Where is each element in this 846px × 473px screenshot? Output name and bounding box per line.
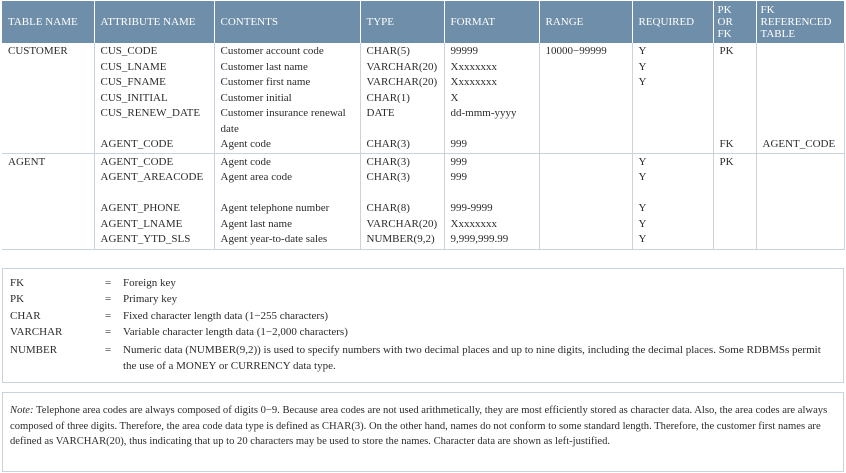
- legend-definition: Numeric data (NUMBER(9,2)) is used to specify numbers with two decimal places and up to nine digits, including the decimal places. Some RDBMSs permit the use of a MONEY or CURRENCY data type.: [123, 344, 821, 372]
- legend-equals: =: [105, 344, 112, 356]
- legend-equals: =: [105, 277, 112, 289]
- col-header-table-name: TABLE NAME: [2, 1, 94, 43]
- legend-term: CHAR: [10, 310, 41, 322]
- required-cell: Y Y Y: [632, 43, 713, 153]
- attribute-cell: CUS_CODE CUS_LNAME CUS_FNAME CUS_INITIAL CUS_RENEW_DATE AGENT_CODE: [94, 43, 214, 153]
- contents-cell: Agent code Agent area code Agent telephone number Agent last name Agent year-to-date sales: [214, 153, 360, 249]
- legend-definition: Fixed character length data (1−255 characters): [123, 310, 329, 322]
- type-cell: CHAR(5) VARCHAR(20) VARCHAR(20) CHAR(1) DATE CHAR(3): [360, 43, 444, 153]
- legend-definition: Foreign key: [123, 277, 176, 289]
- legend-equals: =: [105, 326, 112, 338]
- table-name-cell: CUSTOMER: [2, 43, 94, 153]
- type-cell: CHAR(3) CHAR(3) CHAR(8) VARCHAR(20) NUMBER(9,2): [360, 153, 444, 249]
- format-cell: 99999 Xxxxxxxx Xxxxxxxx X dd-mmm-yyyy 999: [444, 43, 539, 153]
- col-header-format: FORMAT: [444, 1, 539, 43]
- col-header-fk-referenced-table: FK REFERENCED TABLE: [756, 1, 844, 43]
- format-cell: 999 999 999-9999 Xxxxxxxx 9,999,999.99: [444, 153, 539, 249]
- range-cell: 10000−99999: [539, 43, 632, 153]
- col-header-pk-or-fk: PK OR FK: [713, 1, 756, 43]
- legend-definition: Primary key: [123, 293, 178, 305]
- attribute-cell: AGENT_CODE AGENT_AREACODE AGENT_PHONE AGENT_LNAME AGENT_YTD_SLS: [94, 153, 214, 249]
- legend-term: VARCHAR: [10, 326, 63, 338]
- table-name-cell: AGENT: [2, 153, 94, 249]
- note-box: [2, 392, 844, 472]
- abbreviation-legend: [2, 268, 844, 383]
- col-header-attribute-name: ATTRIBUTE NAME: [94, 1, 214, 43]
- fk-referenced-cell: AGENT_CODE: [756, 43, 844, 153]
- table-group-customer: [2, 43, 844, 153]
- legend-definition: Variable character length data (1−2,000 characters): [123, 326, 348, 338]
- legend-equals: =: [105, 310, 112, 322]
- note-label: Note:: [10, 405, 34, 416]
- note-paragraph: [10, 403, 837, 450]
- legend-equals: =: [105, 293, 112, 305]
- note-text: Telephone area codes are always composed of digits 0−9. Because area codes are not used arithmetically, they are most efficiently stored as character data. Also, the area codes are always composed of three digits. Therefore, the area code data type is defined as CHAR(3). On the other hand, names do not conform to some standard length. Therefore, the customer first names are defined as VARCHAR(20), thus indicating that up to 20 characters may be used to store the names. Character data are shown as left-justified.: [10, 405, 828, 447]
- legend-term: FK: [10, 277, 25, 289]
- table-group-agent: [2, 153, 844, 249]
- contents-cell: Customer account code Customer last name Customer first name Customer initial Customer insurance renewal date Agent code: [214, 43, 360, 153]
- required-cell: Y Y Y Y Y: [632, 153, 713, 249]
- col-header-range: RANGE: [539, 1, 632, 43]
- pk-fk-cell: PK: [713, 153, 756, 249]
- legend-term: NUMBER: [10, 344, 58, 356]
- header-row: [2, 1, 844, 43]
- pk-fk-cell: PK FK: [713, 43, 756, 153]
- col-header-contents: CONTENTS: [214, 1, 360, 43]
- data-dictionary-table: [2, 1, 845, 250]
- range-cell: [539, 153, 632, 249]
- col-header-type: TYPE: [360, 1, 444, 43]
- col-header-required: REQUIRED: [632, 1, 713, 43]
- legend-term: PK: [10, 293, 25, 305]
- fk-referenced-cell: [756, 153, 844, 249]
